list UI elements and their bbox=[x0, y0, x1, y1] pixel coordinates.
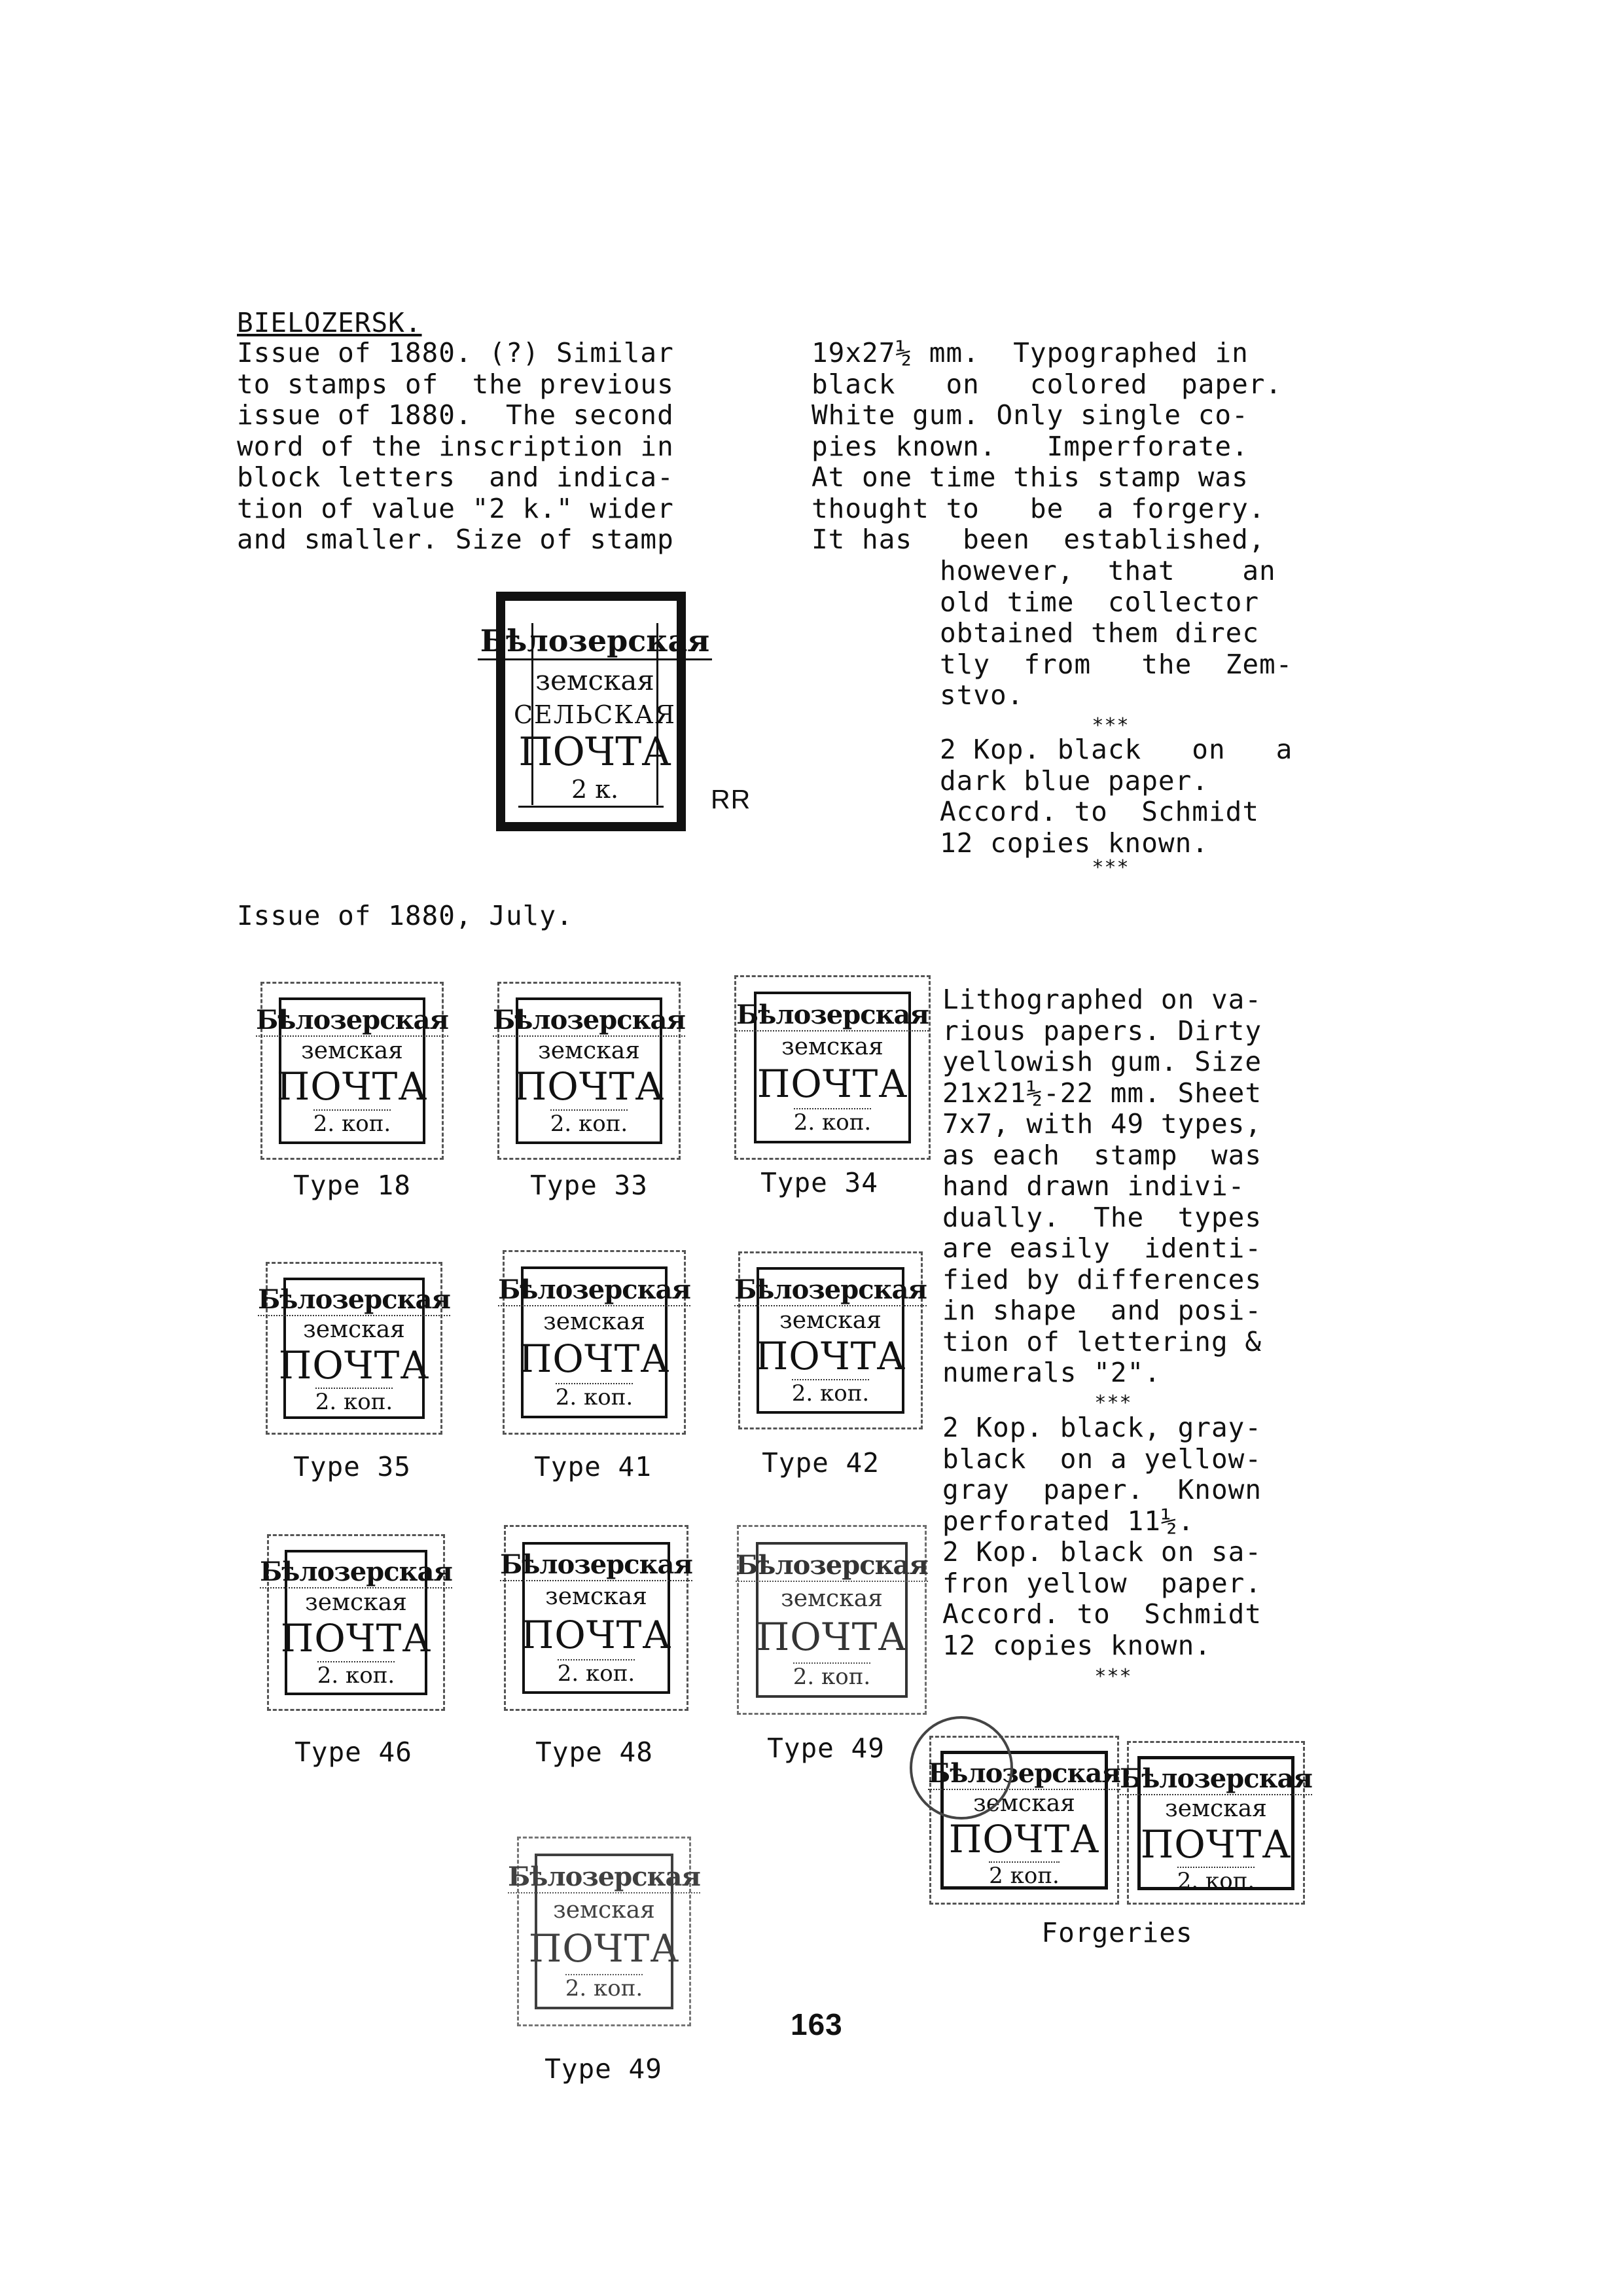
stamp-line-pochta: ПОЧТА bbox=[280, 1616, 432, 1661]
separator-stars: *** bbox=[1092, 714, 1130, 737]
stamp-line-value: 2. коп. bbox=[313, 1111, 391, 1138]
type-label: Type 34 bbox=[760, 1167, 878, 1198]
text-line: stvo. bbox=[940, 679, 1024, 711]
stamp-line-town: Бѣлозерская bbox=[736, 999, 929, 1030]
intro-right-narrow-paragraph bbox=[940, 556, 1293, 711]
stamp-type-35 bbox=[258, 1262, 450, 1435]
text-line: Lithographed on va- bbox=[942, 984, 1262, 1015]
type-label: Type 35 bbox=[293, 1451, 411, 1482]
text-line: numerals "2". bbox=[942, 1357, 1161, 1388]
stamp-line-value: 2. коп. bbox=[1177, 1867, 1255, 1894]
stamp-line-value: 2. коп. bbox=[315, 1388, 393, 1415]
stamp-line-zemskaya: земская bbox=[303, 1316, 405, 1343]
stamp-line-zemskaya: земская bbox=[779, 1306, 882, 1334]
section-heading-july: Issue of 1880, July. bbox=[237, 900, 573, 931]
stamp-line-zemskaya: земская bbox=[1165, 1795, 1267, 1822]
text-line: issue of 1880. The second bbox=[237, 399, 674, 431]
stamp-type-48 bbox=[500, 1525, 692, 1711]
stamp-line-zemskaya: земская bbox=[781, 1585, 883, 1612]
text-line: fied by differences bbox=[942, 1263, 1262, 1295]
stamp-line-pochta: ПОЧТА bbox=[513, 1064, 665, 1109]
stamp-line-pochta: ПОЧТА bbox=[948, 1817, 1100, 1862]
stamp-line-value: 2 к. bbox=[571, 775, 619, 804]
stamp-inner-frame bbox=[480, 623, 710, 805]
stamp-frame bbox=[498, 1266, 690, 1418]
text-line: perforated 11½. bbox=[942, 1505, 1195, 1537]
text-line: pies known. Imperforate. bbox=[812, 430, 1249, 462]
stamp-line-pochta: ПОЧТА bbox=[278, 1342, 430, 1388]
text-line: black on a yellow- bbox=[942, 1443, 1262, 1475]
stamp-line-town: Бѣлозерская bbox=[256, 1004, 448, 1035]
text-line: 12 copies known. bbox=[940, 827, 1209, 859]
stamp-frame bbox=[508, 1854, 700, 2009]
stamp-type-18 bbox=[256, 982, 448, 1160]
stamp-line-pochta: ПОЧТА bbox=[518, 1336, 670, 1382]
text-line: Accord. to Schmidt bbox=[940, 796, 1259, 827]
stamp-line-zemskaya: земская bbox=[781, 1033, 883, 1060]
stamp-line-value: 2. коп. bbox=[550, 1111, 628, 1138]
type-label: Type 18 bbox=[293, 1170, 411, 1201]
text-line: 21x21½-22 mm. Sheet bbox=[942, 1077, 1262, 1109]
type-label: Type 42 bbox=[762, 1447, 880, 1479]
stamp-frame bbox=[1120, 1756, 1312, 1894]
type-label: Type 48 bbox=[535, 1736, 653, 1768]
stamp-line-town: Бѣлозерская bbox=[1120, 1763, 1312, 1794]
text-line: fron yellow paper. bbox=[942, 1567, 1262, 1599]
stamp-line-town: Бѣлозерская bbox=[478, 623, 713, 660]
text-line: Accord. to Schmidt bbox=[942, 1598, 1262, 1630]
stamp-frame bbox=[258, 1278, 450, 1420]
text-line: yellowish gum. Size bbox=[942, 1046, 1262, 1077]
text-line: old time collector bbox=[940, 586, 1259, 618]
type-label: Type 46 bbox=[294, 1736, 412, 1768]
stamp-line-value: 2. коп. bbox=[793, 1663, 871, 1690]
stamp-line-pochta: ПОЧТА bbox=[528, 1926, 680, 1971]
stamp-line-pochta: ПОЧТА bbox=[757, 1062, 908, 1107]
stamp-line-town: Бѣлозерская bbox=[493, 1004, 685, 1035]
text-line: block letters and indica- bbox=[237, 461, 674, 493]
stamp-frame bbox=[260, 1550, 452, 1695]
type-label: Type 49 bbox=[767, 1732, 885, 1764]
stamp-type-42 bbox=[734, 1251, 927, 1429]
text-line: 2 Kop. black on sa- bbox=[942, 1536, 1262, 1568]
stamp-line-pochta: ПОЧТА bbox=[755, 1334, 906, 1379]
separator-stars: *** bbox=[1092, 856, 1130, 879]
stamp-line-town: Бѣлозерская bbox=[736, 1550, 928, 1581]
stamp-line-pochta: ПОЧТА bbox=[520, 1612, 672, 1657]
section-title: BIELOZERSK. bbox=[237, 307, 422, 338]
stamp-line-town: Бѣлозерская bbox=[260, 1556, 452, 1588]
text-line: as each stamp was bbox=[942, 1139, 1262, 1171]
stamp-line-zemskaya: земская bbox=[543, 1308, 645, 1335]
text-line: in shape and posi- bbox=[942, 1295, 1262, 1326]
intro-right-paragraph bbox=[812, 338, 1282, 556]
stamp-line-value: 2. коп. bbox=[565, 1975, 643, 2001]
intro-left-paragraph bbox=[237, 338, 674, 556]
text-line: 19x27½ mm. Typographed in bbox=[812, 337, 1249, 368]
stamp-frame bbox=[736, 1542, 928, 1698]
stamp-line-value: 2. коп. bbox=[557, 1660, 635, 1687]
stamp-line-zemskaya: земская bbox=[973, 1790, 1075, 1818]
text-line: black on colored paper. bbox=[812, 368, 1283, 400]
stamp-line-value: 2. коп. bbox=[791, 1380, 870, 1407]
forgeries-caption: Forgeries bbox=[1041, 1917, 1193, 1948]
text-line: 2 Kop. black, gray- bbox=[942, 1412, 1262, 1443]
stamp-line-pochta: ПОЧТА bbox=[276, 1064, 428, 1109]
stamp-bottom-rule bbox=[518, 806, 664, 808]
stamp-type-46 bbox=[260, 1534, 452, 1711]
text-line: hand drawn indivi- bbox=[942, 1170, 1245, 1202]
stamp-frame bbox=[736, 992, 929, 1143]
type-label: Type 41 bbox=[534, 1451, 652, 1482]
text-line: 12 copies known. bbox=[942, 1629, 1211, 1661]
stamp-frame bbox=[256, 997, 448, 1143]
separator-stars: *** bbox=[1094, 1665, 1132, 1688]
stamp-line-selskaya: СЕЛЬСКАЯ bbox=[513, 700, 677, 729]
text-line: word of the inscription in bbox=[237, 430, 674, 462]
stamp-frame bbox=[493, 997, 685, 1143]
stamp-line-town: Бѣлозерская bbox=[500, 1549, 692, 1581]
text-line: Issue of 1880. (?) Similar bbox=[237, 337, 674, 368]
stamp-line-zemskaya: земская bbox=[301, 1037, 403, 1064]
text-line: rious papers. Dirty bbox=[942, 1014, 1262, 1047]
stamp-type-49 bbox=[508, 1837, 700, 2026]
stamp-line-value: 2. коп. bbox=[555, 1384, 633, 1411]
stamp-line-town: Бѣлозерская bbox=[498, 1274, 690, 1305]
stamp-type-49 bbox=[737, 1525, 927, 1715]
text-line: obtained them direc bbox=[940, 617, 1259, 649]
stamp-type-33 bbox=[493, 982, 685, 1160]
text-line: to stamps of the previous bbox=[237, 368, 674, 400]
stamp-line-pochta: ПОЧТА bbox=[518, 729, 671, 775]
stamp-line-town: Бѣлозерская bbox=[508, 1861, 700, 1893]
text-line: dually. The types bbox=[942, 1201, 1262, 1233]
separator-stars: *** bbox=[1094, 1391, 1132, 1414]
text-line: White gum. Only single co- bbox=[812, 399, 1249, 431]
stamp-frame bbox=[734, 1267, 927, 1413]
stamp-line-value: 2. коп. bbox=[793, 1109, 872, 1136]
text-line: 7x7, with 49 types, bbox=[942, 1108, 1262, 1139]
text-line: gray paper. Known bbox=[942, 1474, 1262, 1505]
text-line: and smaller. Size of stamp bbox=[237, 524, 674, 555]
stamp-frame bbox=[500, 1542, 692, 1695]
stamp-line-zemskaya: земская bbox=[305, 1588, 407, 1616]
stamp-line-zemskaya: земская bbox=[535, 664, 654, 696]
text-line: At one time this stamp was bbox=[812, 461, 1249, 493]
type-label: Type 49 bbox=[544, 2053, 662, 2085]
stamp-type-34 bbox=[734, 975, 931, 1160]
note-dark-blue bbox=[940, 734, 1293, 859]
stamp-line-town: Бѣлозерская bbox=[928, 1758, 1120, 1789]
text-line: however, that an bbox=[940, 555, 1276, 586]
stamp-line-value: 2 коп. bbox=[989, 1863, 1060, 1890]
page-number: 163 bbox=[791, 2007, 843, 2041]
stamp-line-zemskaya: земская bbox=[545, 1583, 647, 1611]
text-line: tly from the Zem- bbox=[940, 648, 1293, 680]
text-line: thought to be a forgery. bbox=[812, 492, 1266, 524]
text-line: tion of lettering & bbox=[942, 1325, 1262, 1357]
text-line: It has been established, bbox=[812, 524, 1266, 555]
stamp-line-town: Бѣлозерская bbox=[734, 1274, 927, 1305]
july-description bbox=[942, 984, 1262, 1389]
rarity-mark: RR bbox=[711, 784, 751, 814]
type-label: Type 33 bbox=[530, 1170, 648, 1201]
stamp-1880-image bbox=[480, 592, 710, 831]
text-line: dark blue paper. bbox=[940, 764, 1209, 797]
forgery-stamp-right bbox=[1120, 1741, 1312, 1905]
text-line: are easily identi- bbox=[942, 1232, 1262, 1264]
july-notes bbox=[942, 1412, 1262, 1661]
text-line: 2 Kop. black on a bbox=[940, 734, 1293, 765]
stamp-line-pochta: ПОЧТА bbox=[1140, 1821, 1292, 1867]
stamp-line-value: 2. коп. bbox=[317, 1662, 395, 1689]
text-line: tion of value "2 k." wider bbox=[237, 492, 674, 524]
stamp-line-zemskaya: земская bbox=[553, 1896, 655, 1924]
stamp-type-41 bbox=[498, 1250, 690, 1435]
stamp-line-zemskaya: земская bbox=[538, 1037, 640, 1064]
postmark-cancel bbox=[910, 1716, 1013, 1820]
stamp-line-town: Бѣлозерская bbox=[258, 1283, 450, 1315]
stamp-line-pochta: ПОЧТА bbox=[756, 1615, 908, 1660]
forgery-stamp-left bbox=[929, 1736, 1119, 1905]
